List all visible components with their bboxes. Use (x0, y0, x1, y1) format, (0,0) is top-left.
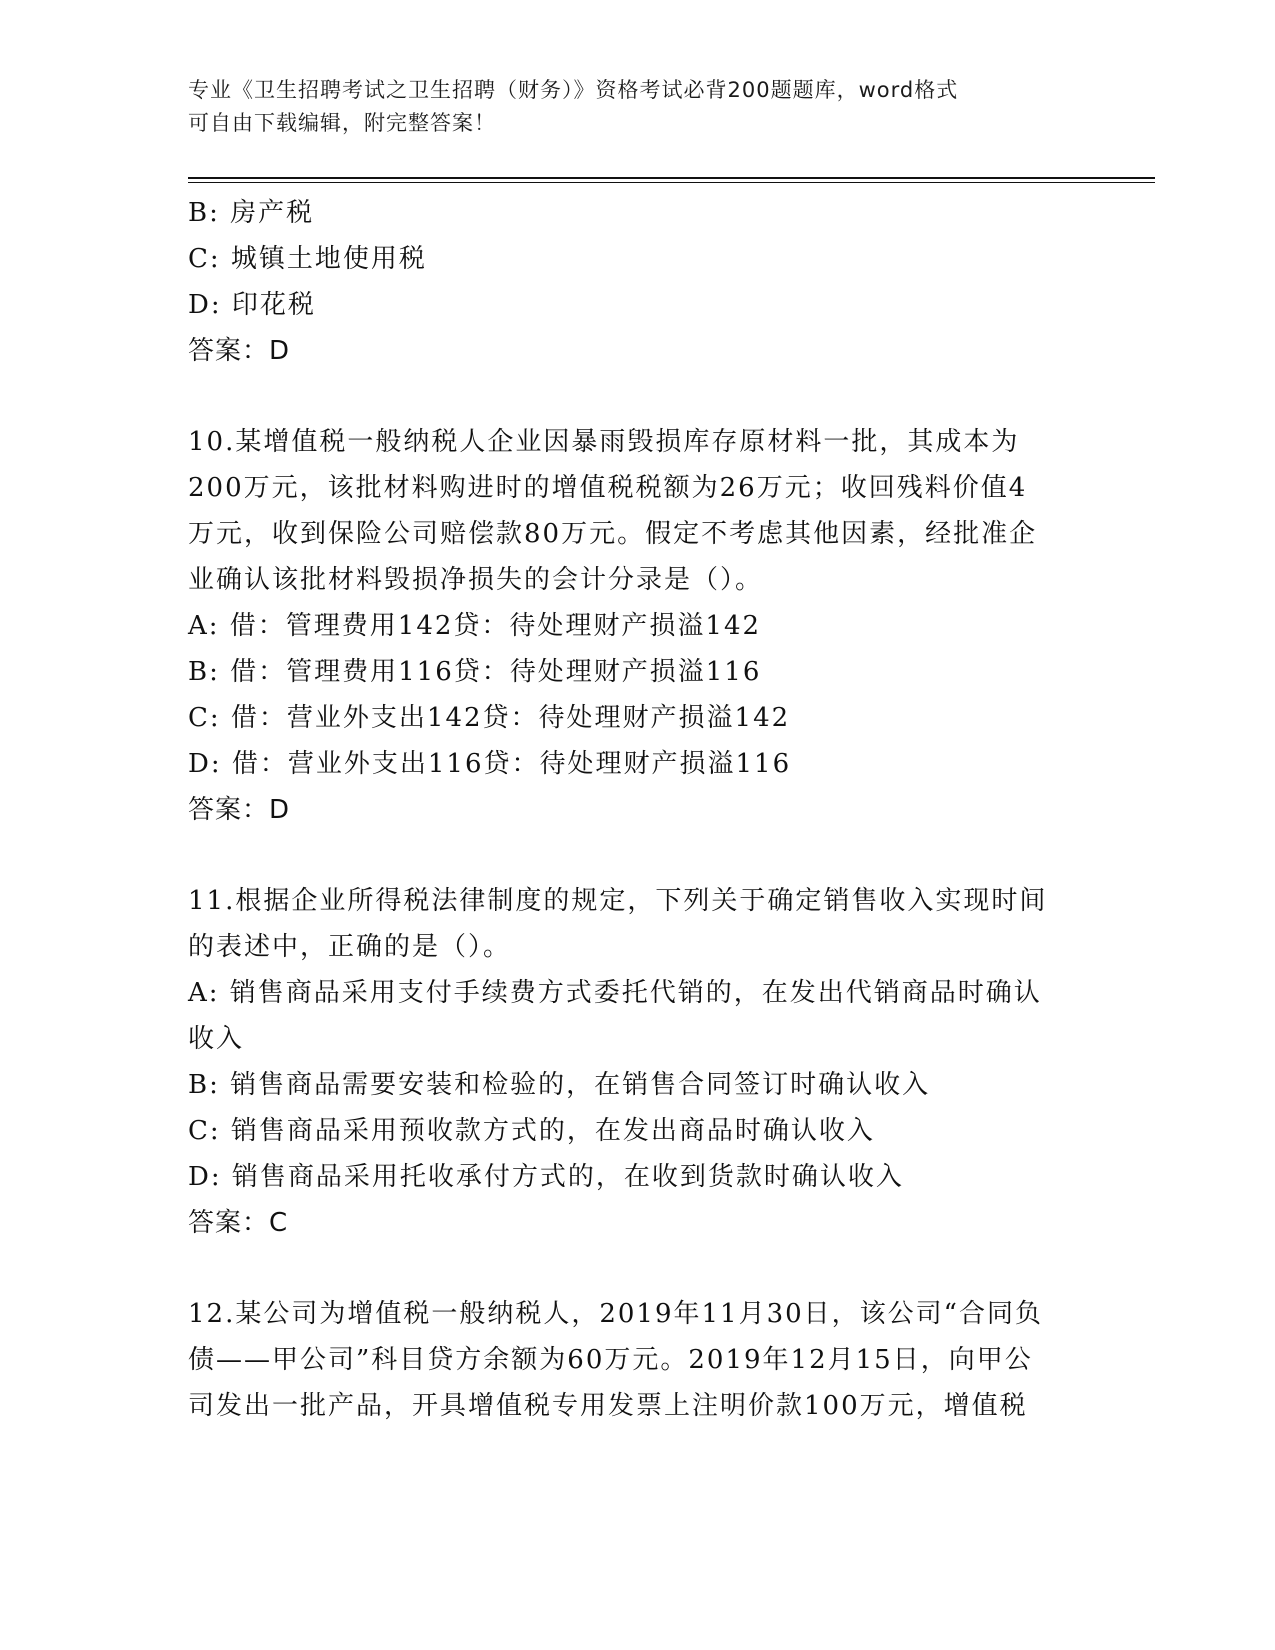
spacer (188, 374, 1088, 419)
q10-option-b: B: 借：管理费用116贷：待处理财产损溢116 (188, 657, 762, 687)
question-9 (188, 190, 1088, 374)
q11-option-a: A: 销售商品采用支付手续费方式委托代销的，在发出代销商品时确认 (188, 978, 1042, 1008)
question-11 (188, 878, 1088, 1246)
header-title-line-1: 专业《卫生招聘考试之卫生招聘（财务）》资格考试必背200题题库，word格式 (188, 78, 959, 102)
q9-answer: 答案：D (188, 336, 291, 366)
header-divider-thick (188, 177, 1155, 179)
q10-option-d: D: 借：营业外支出116贷：待处理财产损溢116 (188, 749, 792, 779)
document-header (188, 74, 1068, 140)
q10-stem-line: 10.某增值税一般纳税人企业因暴雨毁损库存原材料一批，其成本为 (188, 427, 1020, 457)
spacer (188, 1246, 1088, 1291)
q10-answer: 答案：D (188, 795, 291, 825)
document-body (188, 190, 1088, 1429)
q9-option-c: C: 城镇土地使用税 (188, 244, 427, 274)
header-divider-thin (188, 182, 1155, 183)
q10-stem-line: 200万元，该批材料购进时的增值税税额为26万元；收回残料价值4 (188, 473, 1028, 503)
q11-option-b: B: 销售商品需要安装和检验的，在销售合同签订时确认收入 (188, 1070, 931, 1100)
q9-option-d: D: 印花税 (188, 290, 316, 320)
q12-stem-line: 债——甲公司”科目贷方余额为60万元。2019年12月15日，向甲公 (188, 1345, 1033, 1375)
header-title-line-2: 可自由下载编辑，附完整答案！ (188, 111, 496, 135)
q12-stem-line: 12.某公司为增值税一般纳税人，2019年11月30日，该公司“合同负 (188, 1299, 1043, 1329)
q10-option-c: C: 借：营业外支出142贷：待处理财产损溢142 (188, 703, 791, 733)
q10-stem-line: 业确认该批材料毁损净损失的会计分录是（）。 (188, 565, 764, 595)
q10-option-a: A: 借：管理费用142贷：待处理财产损溢142 (188, 611, 762, 641)
spacer (188, 833, 1088, 878)
q11-answer: 答案：C (188, 1208, 289, 1238)
q10-stem-line: 万元，收到保险公司赔偿款80万元。假定不考虑其他因素，经批准企 (188, 519, 1038, 549)
question-12 (188, 1291, 1088, 1429)
q11-stem-line: 11.根据企业所得税法律制度的规定，下列关于确定销售收入实现时间 (188, 886, 1048, 916)
q11-option-a-continued: 收入 (188, 1024, 245, 1054)
q9-option-b: B: 房产税 (188, 198, 315, 228)
q11-option-c: C: 销售商品采用预收款方式的，在发出商品时确认收入 (188, 1116, 875, 1146)
q12-stem-line: 司发出一批产品，开具增值税专用发票上注明价款100万元，增值税 (188, 1391, 1028, 1421)
q11-option-d: D: 销售商品采用托收承付方式的，在收到货款时确认收入 (188, 1162, 904, 1192)
question-10 (188, 419, 1088, 833)
q11-stem-line: 的表述中，正确的是（）。 (188, 932, 512, 962)
